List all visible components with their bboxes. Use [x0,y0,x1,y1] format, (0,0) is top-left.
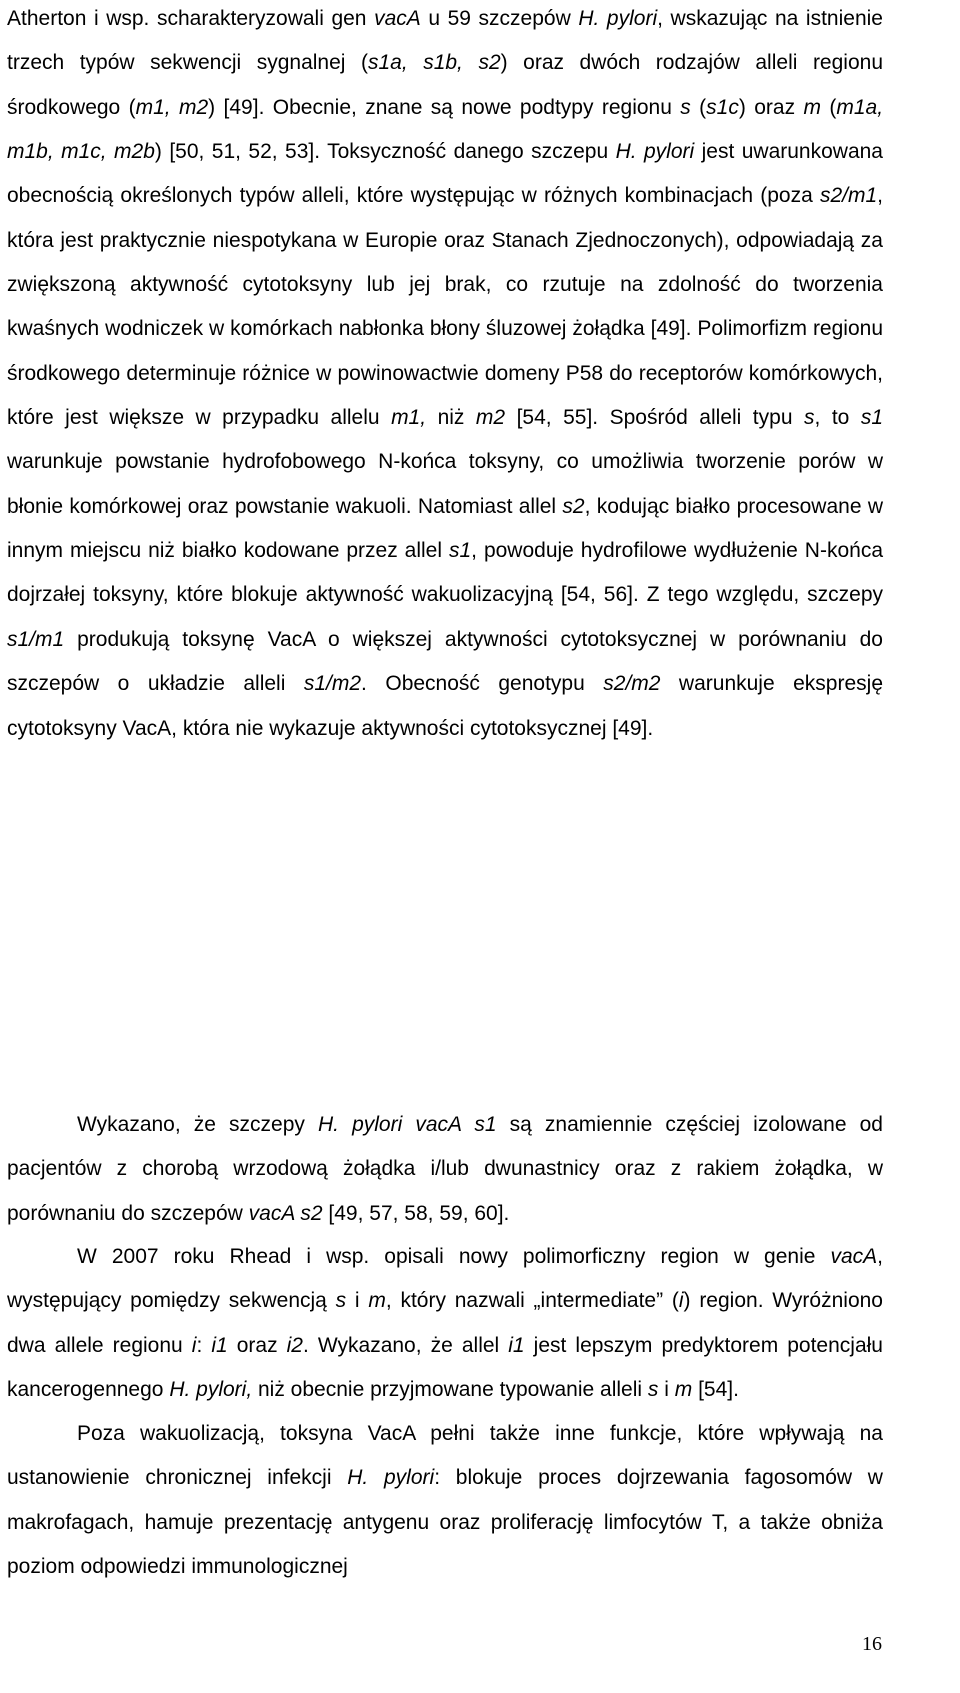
text-run: , występujący pomiędzy sekwencją [7,1245,883,1313]
italic-term: i1 [508,1333,525,1357]
text-run: i [346,1289,369,1313]
text-run: są znamiennie częściej izolowane od pacjentów z chorobą wrzodową żołądka i/lub dwunastnicy oraz z rakiem żołądka, w porównaniu do szczepów [7,1113,883,1225]
text-run: [54, 55]. Spośród alleli typu [505,406,804,430]
italic-term: s [680,95,691,119]
paragraph-2 [7,1103,883,1236]
text-run: [49, 57, 58, 59, 60]. [322,1201,510,1225]
text-run: niż obecnie przyjmowane typowanie alleli [252,1378,648,1402]
italic-term: s [647,1378,659,1402]
text-run: . Wykazano, że allel [303,1333,509,1357]
paragraph-4 [7,1412,883,1589]
italic-term: s1/m1 [7,627,65,651]
italic-term: s1 [448,539,472,563]
italic-term: s1 [860,406,884,430]
italic-term: s2 [562,494,585,518]
text-run: niż [426,406,476,430]
text-run: . Obecność genotypu [361,672,604,696]
paragraph-1 [7,0,883,751]
text-run: jest uwarunkowana obecnością określonych typów alleli, które występując w różnych kombinacjach (poza [7,140,883,208]
text-run: warunkuje ekspresję cytotoksyny VacA, która nie wykazuje aktywności cytotoksycznej [49]. [7,672,883,740]
italic-term: m2 [475,406,506,430]
text-run: ) oraz dwóch rodzajów alleli regionu środkowego ( [7,51,883,119]
text-run: , to [814,406,861,430]
italic-term: m [368,1289,386,1313]
italic-term: i1 [211,1333,228,1357]
italic-term: s1a, s1b, s2 [367,51,501,75]
text-run: produkują toksynę VacA o większej aktywności cytotoksycznej w porównaniu do szczepów o układzie alleli [7,627,883,696]
text-run: W 2007 roku Rhead i wsp. opisali nowy polimorficzny region w genie [77,1245,831,1268]
italic-term: H. pylori [615,140,695,164]
italic-term: m [674,1378,693,1402]
text-run: ) [50, 51, 52, 53]. Toksyczność danego szczepu [154,140,616,164]
text-run: , wskazując na istnienie trzech typów sekwencji sygnalnej ( [7,7,883,75]
italic-term: i [191,1333,197,1357]
paragraph-2-text [7,1103,883,1236]
text-run: : blokuje proces dojrzewania fagosomów w makrofagach, hamuje prezentację antygenu oraz proliferację limfocytów T, a także obniża poziom odpowiedzi immunologicznej [7,1466,883,1579]
text-run: u 59 szczepów [420,7,579,30]
italic-term: vacA [374,7,421,30]
paragraph-3 [7,1235,883,1412]
italic-term: s2/m1 [819,184,878,208]
text-run: : [196,1333,212,1357]
text-run: ( [690,95,707,119]
italic-term: m1, m2 [135,95,209,119]
italic-term: i [678,1289,684,1313]
italic-term: s [804,406,815,430]
text-run: Poza wakuolizacją, toksyna VacA pełni także inne funkcje, które wpływają na ustanowienie chronicznej infekcji [7,1422,883,1490]
italic-term: s2/m2 [603,672,661,696]
text-run: , kodując białko procesowane w innym miejscu niż białko kodowane przez allel [7,494,883,563]
text-run: , który nazwali „intermediate” ( [385,1289,679,1313]
text-run: ( [820,95,837,119]
italic-term: vacA s2 [248,1201,323,1225]
italic-term: m [803,95,821,119]
text-run: Wykazano, że szczepy [77,1113,318,1136]
text-run: ) region. Wyróżniono dwa allele regionu [7,1289,883,1357]
paragraph-1-text [7,0,883,751]
italic-term: i2 [286,1333,303,1357]
text-run: ) oraz [738,95,804,119]
italic-term: m1a, m1b, m1c, m2b [7,95,884,164]
page-number: 16 [862,1633,882,1655]
italic-term: H. pylori [347,1466,435,1490]
italic-term: H. pylori vacA s1 [318,1113,497,1136]
text-run: , powoduje hydrofilowe wydłużenie N-końca dojrzałej toksyny, które blokuje aktywność wakuolizacyjną [54, 56]. Z tego względu, szczepy [7,539,884,607]
text-run: oraz [227,1333,287,1357]
italic-term: s1c [706,95,739,119]
text-run: jest lepszym predyktorem potencjału kancerogennego [7,1333,883,1402]
paragraph-4-text [7,1412,883,1589]
italic-term: s1/m2 [303,672,362,696]
text-run: warunkuje powstanie hydrofobowego N-końca toksyny, co umożliwia tworzenie porów w błonie komórkowej oraz powstanie wakuoli. Natomiast allel [7,450,883,518]
italic-term: vacA [830,1245,878,1268]
paragraph-3-text [7,1235,883,1412]
italic-term: H. pylori [578,7,658,30]
italic-term: m1, [391,406,427,430]
italic-term: H. pylori, [169,1378,253,1402]
text-run: ) [49]. Obecnie, znane są nowe podtypy regionu [208,95,681,119]
italic-term: s [335,1289,347,1313]
text-run: [54]. [692,1378,739,1402]
text-run: , która jest praktycznie niespotykana w Europie oraz Stanach Zjednoczonych), odpowiadają za zwiększoną aktywność cytotoksyny lub jej brak, co rzutuje na zdolność do tworzenia kwaśnych wodniczek w komórkach nabłonka błony śluzowej żołądka [49]. Polimorfizm regionu środkowego determinuje różnice w powinowactwie domeny P58 do receptorów komórkowych, które jest większe w przypadku allelu [7,184,883,430]
text-run: Atherton i wsp. scharakteryzowali gen [7,7,375,30]
text-run: i [658,1378,675,1402]
